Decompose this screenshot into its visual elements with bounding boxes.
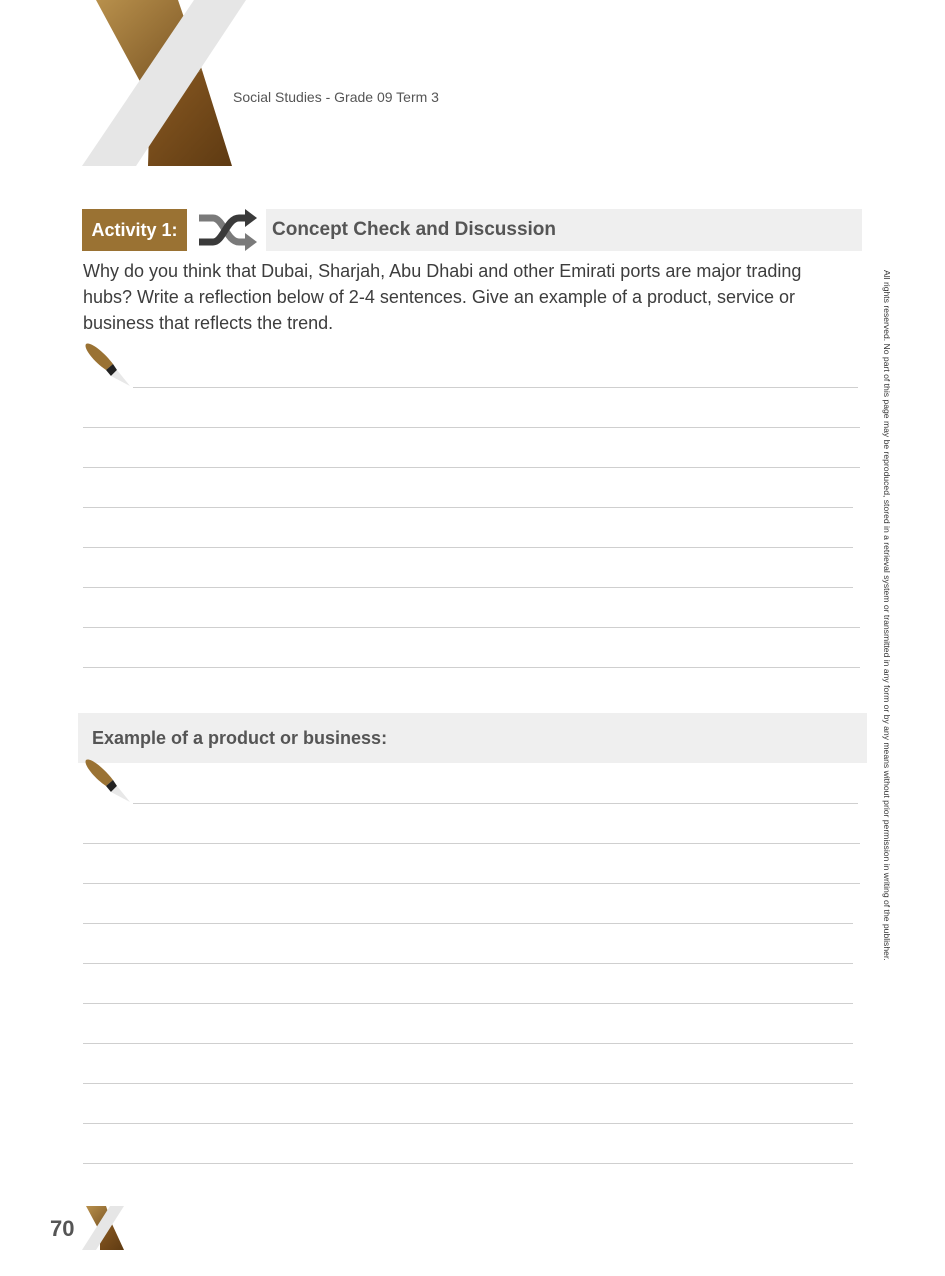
publisher-logo [82,0,252,168]
activity-title-bar [266,209,862,251]
writing-line[interactable] [83,627,860,628]
writing-line[interactable] [83,467,860,468]
activity-badge: Activity 1: [82,209,187,251]
writing-line[interactable] [83,1003,853,1004]
writing-line[interactable] [83,507,853,508]
writing-line[interactable] [83,923,853,924]
writing-line[interactable] [83,1123,853,1124]
pen-icon [80,338,132,390]
publisher-logo-small [82,1206,126,1251]
activity-prompt: Why do you think that Dubai, Sharjah, Abu Dhabi and other Emirati ports are major trading hubs? Write a reflection below of 2-4 sentences. Give an example of a product, service or business that reflects the trend. [83,261,802,333]
header-subtitle: Social Studies - Grade 09 Term 3 [233,89,439,105]
writing-line[interactable] [83,1083,853,1084]
pen-icon [80,754,132,806]
example-section-label: Example of a product or business: [92,727,388,748]
writing-line[interactable] [83,1043,853,1044]
activity-title: Concept Check and Discussion [272,219,557,240]
writing-line[interactable] [83,1163,853,1164]
writing-line[interactable] [83,427,860,428]
writing-line[interactable] [133,803,858,804]
shuffle-arrows-icon [195,208,259,252]
writing-line[interactable] [83,547,853,548]
writing-line[interactable] [83,883,860,884]
writing-line[interactable] [83,963,853,964]
example-section-bar [78,713,867,763]
copyright-text: All rights reserved. No part of this page may be reproduced, stored in a retrieval system or transmitted in any form or by any means without prior permission in writing of the publisher. [882,270,892,961]
page-number: 70 [50,1216,75,1241]
writing-line[interactable] [83,843,860,844]
writing-line[interactable] [133,387,858,388]
writing-line[interactable] [83,587,853,588]
writing-line[interactable] [83,667,860,668]
